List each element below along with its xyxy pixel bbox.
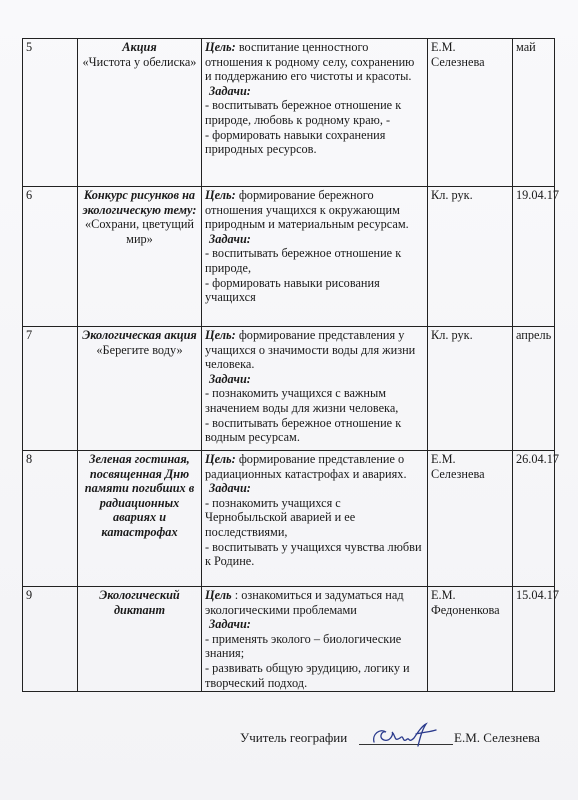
event-title: Экологический диктант: [99, 588, 180, 617]
responsible-cell: Кл. рук.: [428, 327, 513, 451]
event-cell: [78, 451, 202, 587]
tasks-label: Задачи:: [209, 83, 251, 98]
table-row: [23, 187, 555, 327]
table-row: [23, 451, 555, 587]
event-cell: [78, 39, 202, 187]
tasks-label: Задачи:: [209, 231, 251, 246]
teacher-role: Учитель географии: [240, 730, 348, 745]
task-item: - воспитывать бережное отношение к природе, любовь к родному краю, -: [205, 98, 402, 127]
table-row: [23, 39, 555, 187]
date-cell: 19.04.17: [513, 187, 555, 327]
event-subtitle: «Чистота у обелиска»: [82, 54, 197, 69]
goal-text: воспитание ценностного отношения к родному селу, сохранению и поддержанию его чистоты и красоты.: [205, 40, 415, 84]
goal-label: Цель:: [205, 40, 236, 54]
goal-label: Цель:: [205, 328, 236, 342]
task-item: - формировать навыки рисования учащихся: [205, 275, 380, 305]
teacher-name: Е.М. Селезнева: [454, 730, 540, 745]
responsible-cell: Е.М. Селезнева: [428, 451, 513, 587]
tasks-label: Задачи:: [209, 617, 251, 632]
task-item: - познакомить учащихся с Чернобыльской аварией и ее последствиями,: [205, 495, 356, 539]
goal-label: Цель:: [205, 452, 236, 466]
events-table: [22, 38, 560, 692]
responsible-cell: Кл. рук.: [428, 187, 513, 327]
goal-label: Цель:: [205, 188, 236, 202]
row-number: 9: [23, 587, 78, 692]
event-cell: [78, 587, 202, 692]
event-title: Конкурс рисунков на экологическую тему:: [82, 188, 197, 217]
table-row: [23, 587, 555, 692]
signature-footer: [0, 724, 578, 754]
row-number: 7: [23, 327, 78, 451]
goal-cell: [202, 39, 428, 187]
goal-text: формирование бережного отношения учащихся к окружающим природным и материальным ресурсам.: [205, 188, 409, 232]
goal-text: формирование представления у учащихся о значимости воды для жизни человека.: [205, 328, 416, 372]
event-cell: [78, 327, 202, 451]
event-title: Зеленая гостиная, посвященная Дню памяти погибших в радиационных авариях и катастрофах: [84, 452, 195, 539]
event-title: Акция: [122, 40, 157, 54]
date-cell: апрель: [513, 327, 555, 451]
task-item: - познакомить учащихся с важным значением воды для жизни человека,: [205, 386, 399, 415]
tasks-label: Задачи:: [209, 481, 251, 496]
responsible-cell: Е.М. Федоненкова: [428, 587, 513, 692]
goal-text: формирование представление о радиационных катастрофах и авариях.: [205, 452, 407, 481]
task-item: - формировать навыки сохранения природных ресурсов.: [205, 127, 386, 157]
row-number: 6: [23, 187, 78, 327]
date-cell: 26.04.17: [513, 451, 555, 587]
responsible-cell: Е.М. Селезнева: [428, 39, 513, 187]
goal-cell: [202, 587, 428, 692]
goal-text: : ознакомиться и задуматься над экологическими проблемами: [205, 588, 404, 617]
table-body: [23, 39, 560, 692]
event-subtitle: «Берегите воду»: [96, 342, 183, 357]
task-item: - воспитывать бережное отношение к природе,: [205, 246, 402, 275]
goal-label: Цель: [205, 588, 232, 602]
date-cell: май: [513, 39, 555, 187]
event-cell: [78, 187, 202, 327]
goal-cell: [202, 187, 428, 327]
handwritten-signature: [370, 720, 440, 750]
goal-cell: [202, 327, 428, 451]
row-number: 5: [23, 39, 78, 187]
task-item: - воспитывать бережное отношение к водным ресурсам.: [205, 415, 402, 445]
goal-cell: [202, 451, 428, 587]
event-title: Экологическая акция: [82, 328, 197, 342]
task-item: - воспитывать у учащихся чувства любви к Родине.: [205, 539, 422, 569]
tasks-label: Задачи:: [209, 371, 251, 386]
table-row: [23, 327, 555, 451]
task-item: - развивать общую эрудицию, логику и творческий подход.: [205, 660, 410, 690]
row-number: 8: [23, 451, 78, 587]
event-subtitle: «Сохрани, цветущий мир»: [84, 217, 195, 246]
task-item: - применять эколого – биологические знания;: [205, 631, 402, 661]
date-cell: 15.04.17: [513, 587, 555, 692]
